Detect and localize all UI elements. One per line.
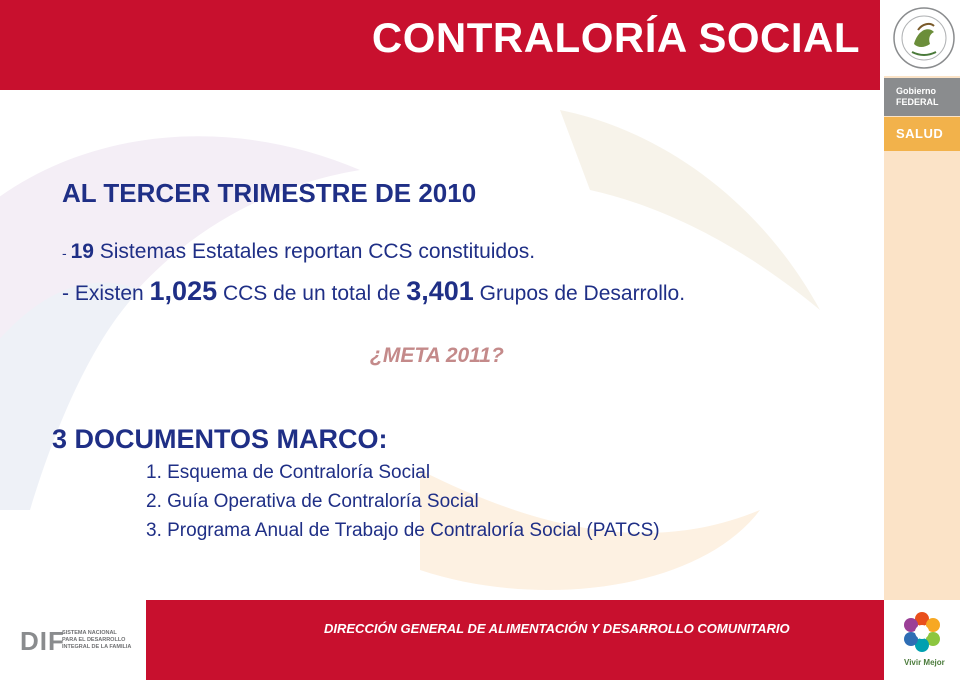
document-item: 2. Guía Operativa de Contraloría Social xyxy=(146,491,479,512)
vivir-mejor-logo xyxy=(884,600,960,680)
salud-badge: SALUD xyxy=(884,117,960,151)
gobierno-label: Gobierno xyxy=(896,86,936,96)
ccs-prefix: - Existen xyxy=(62,282,150,305)
dif-sub-line: PARA EL DESARROLLO xyxy=(62,637,126,643)
groups-total: 3,401 xyxy=(406,276,474,306)
dif-sub-line: SISTEMA NACIONAL xyxy=(62,630,117,636)
vivir-mejor-label: Vivir Mejor xyxy=(904,658,945,667)
dif-logo: DIF xyxy=(20,626,65,656)
systems-line xyxy=(62,240,535,264)
ccs-suffix: Grupos de Desarrollo. xyxy=(473,282,686,305)
mexico-seal xyxy=(884,0,960,76)
gobierno-federal-badge xyxy=(884,78,960,116)
page-title: CONTRALORÍA SOCIAL xyxy=(371,14,860,61)
systems-text: Sistemas Estatales reportan CCS constituidos. xyxy=(93,240,536,263)
bullet-dash: - xyxy=(62,245,71,261)
eagle-seal-icon xyxy=(884,0,960,76)
federal-label: FEDERAL xyxy=(896,97,939,107)
dif-subtitle xyxy=(62,630,131,651)
document-item: 1. Esquema de Contraloría Social xyxy=(146,462,431,483)
documents-heading: 3 DOCUMENTOS MARCO: xyxy=(52,424,388,454)
meta-question: ¿META 2011? xyxy=(370,344,504,367)
dif-sub-line: INTEGRAL DE LA FAMILIA xyxy=(62,644,132,650)
quarter-heading: AL TERCER TRIMESTRE DE 2010 xyxy=(62,178,477,208)
ccs-count: 1,025 xyxy=(149,276,218,306)
document-item: 3. Programa Anual de Trabajo de Contraloría Social (PATCS) xyxy=(146,520,660,541)
vivir-mejor-flower-icon xyxy=(884,600,960,660)
ccs-line xyxy=(62,276,685,307)
systems-count: 19 xyxy=(70,240,94,263)
footer-banner xyxy=(146,600,884,680)
ccs-middle: CCS de un total de xyxy=(217,282,407,305)
footer-banner-text: DIRECCIÓN GENERAL DE ALIMENTACIÓN Y DESARROLLO COMUNITARIO xyxy=(324,621,790,636)
